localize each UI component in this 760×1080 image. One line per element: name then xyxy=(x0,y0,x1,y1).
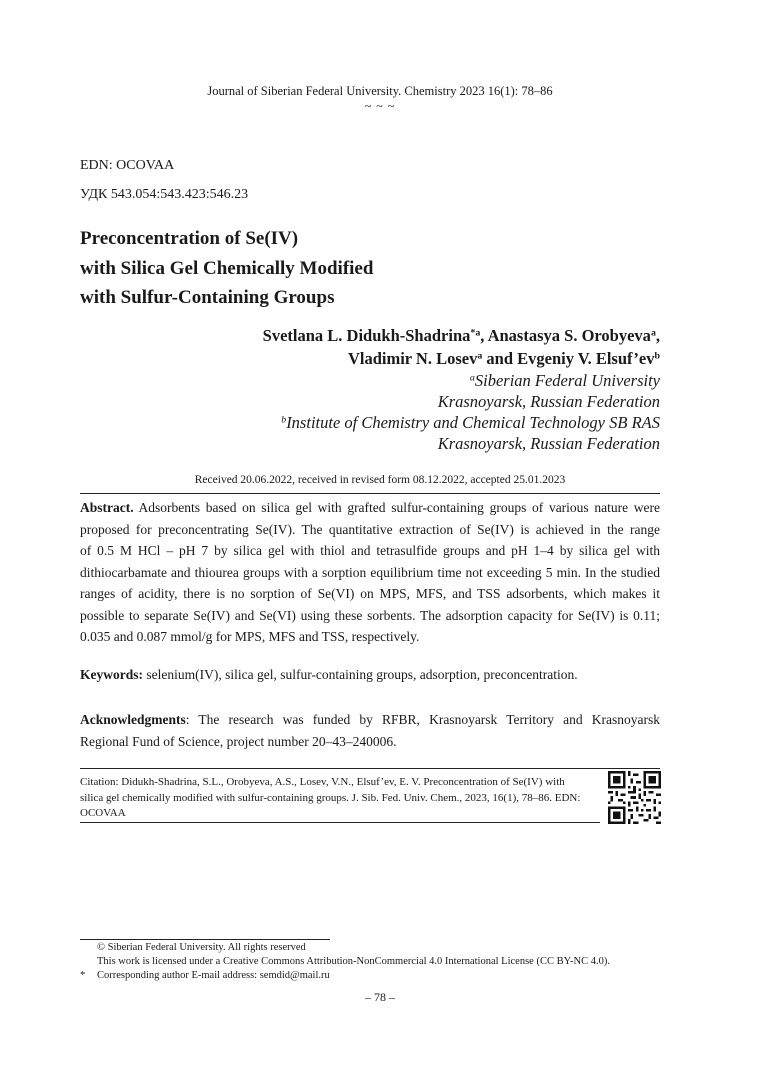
header-ornament: ~ ~ ~ xyxy=(364,99,396,113)
citation-line: OCOVAA xyxy=(80,807,126,819)
abstract-line: Abstract. Adsorbents based on silica gel with grafted sulfur-containing groups of various nature were xyxy=(80,500,660,515)
abstract-line: dithiocarbamate and thiourea groups with a sorption equilibrium time not exceeding 5 min. In the studied xyxy=(80,564,660,580)
abstract xyxy=(80,497,660,648)
keywords xyxy=(80,667,578,683)
acknowledgments xyxy=(80,709,660,753)
citation xyxy=(80,775,600,822)
divider xyxy=(80,768,660,769)
author-separator: , xyxy=(655,326,660,345)
title-line: with Sulfur-Containing Groups xyxy=(80,287,335,308)
author-line xyxy=(263,347,660,370)
article-title xyxy=(80,224,373,313)
edn-id: EDN: OCOVAA xyxy=(80,158,175,173)
author-line xyxy=(263,324,660,347)
license-note: This work is licensed under a Creative Commons Attribution-NonCommercial 4.0 International License (CC BY-NC 4.0). xyxy=(97,956,610,967)
citation-line: silica gel chemically modified with sulfur-containing groups. J. Sib. Fed. Univ. Chem., 2023, 16(1), 78–86. EDN: xyxy=(80,791,581,804)
affiliation-mark: a xyxy=(469,372,475,384)
author-affiliation-mark: a xyxy=(650,327,656,339)
ack-label: Acknowledgments xyxy=(80,712,186,727)
corresponding-author-note: * Corresponding author E-mail address: semdid@mail.ru xyxy=(80,970,330,981)
page-number: – 78 – xyxy=(365,990,395,1004)
author-name: , Anastasya S. Orobyeva xyxy=(480,326,651,345)
ack-line: Acknowledgments: The research was funded by RFBR, Krasnoyarsk Territory and Krasnoyarsk xyxy=(80,712,660,727)
affiliation-mark: b xyxy=(281,414,287,426)
affiliations xyxy=(281,370,660,454)
keywords-label: Keywords: xyxy=(80,667,143,682)
title-line: Preconcentration of Se(IV) xyxy=(80,228,299,249)
divider xyxy=(80,822,600,823)
abstract-line: proposed for preconcentrating Se(IV). The quantitative extraction of Se(IV) is achieved in the range xyxy=(80,521,660,537)
abstract-label: Abstract. xyxy=(80,500,134,515)
author-affiliation-mark: a xyxy=(477,350,483,362)
copyright-note: © Siberian Federal University. All rights reserved xyxy=(97,942,306,953)
received-dates: Received 20.06.2022, received in revised form 08.12.2022, accepted 25.01.2023 xyxy=(194,474,566,486)
ack-line: Regional Fund of Science, project number 20–43–240006. xyxy=(80,734,397,749)
affiliation-city: Krasnoyarsk, Russian Federation xyxy=(437,434,660,453)
footnote-mark: * xyxy=(80,970,86,981)
abstract-line: 0.035 and 0.087 mmol/g for MPS, MFS and TSS, respectively. xyxy=(80,629,420,644)
author-list xyxy=(263,324,660,370)
affiliation-city: Krasnoyarsk, Russian Federation xyxy=(437,392,660,411)
affiliation-name: $^b$Institute of Chemistry and Chemical Technology SB RAS xyxy=(281,413,660,432)
author-affiliation-mark: *a xyxy=(470,327,481,339)
title-line: with Silica Gel Chemically Modified xyxy=(80,257,374,279)
journal-header: Journal of Siberian Federal University. Chemistry 2023 16(1): 78–86 xyxy=(207,84,553,98)
author-name: Svetlana L. Didukh-Shadrina xyxy=(262,326,471,345)
abstract-line: of 0.5 M HCl – pH 7 by silica gel with thiol and tetrasulfide groups and pH 1–4 by silica gel with xyxy=(80,543,660,558)
abstract-line: possible to separate Se(IV) and Se(VI) using these sorbents. The adsorption capacity for Se(IV) is 0.11; xyxy=(80,607,660,623)
author-affiliation-mark: b xyxy=(654,350,660,362)
author-name: Vladimir N. Losev xyxy=(347,349,478,368)
footnote-divider xyxy=(80,939,330,940)
affiliation-name: $^a$Siberian Federal University xyxy=(469,371,660,390)
author-name: and Evgeniy V. Elsuf’ev xyxy=(482,349,655,368)
citation-line: Citation: Didukh-Shadrina, S.L., Orobyeva, A.S., Losev, V.N., Elsuf’ev, E. V. Preconcentration of Se(IV) with xyxy=(80,776,565,788)
divider xyxy=(80,493,660,494)
qr-code[interactable] xyxy=(608,771,661,824)
abstract-line: ranges of acidity, there is no sorption of Se(VI) on MPS, MFS, and TSS adsorbents, which makes it xyxy=(80,586,660,601)
udc-code: УДК 543.054:543.423:546.23 xyxy=(80,187,249,202)
keywords-text: selenium(IV), silica gel, sulfur-containing groups, adsorption, preconcentration. xyxy=(143,667,578,682)
